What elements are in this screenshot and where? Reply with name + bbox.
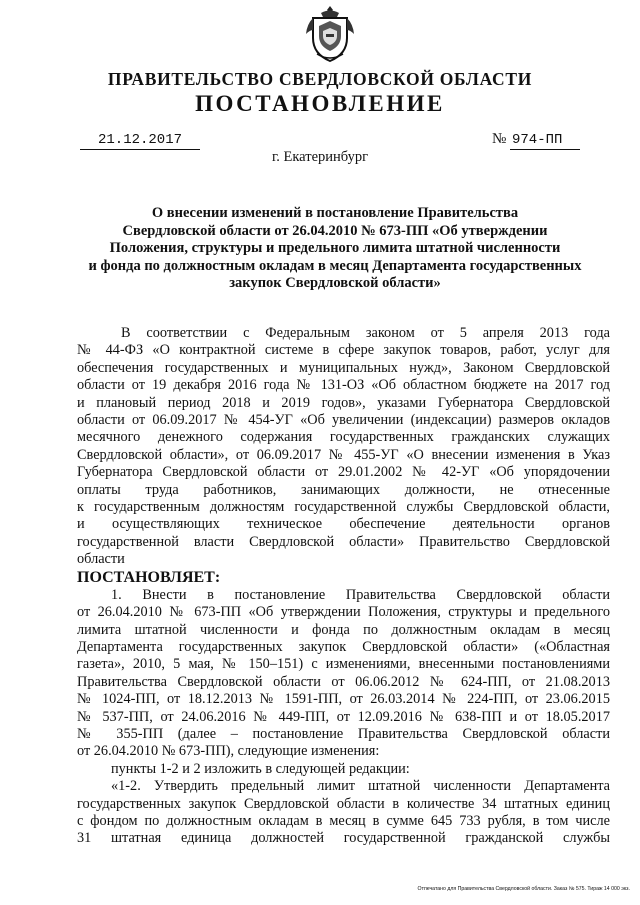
print-footer-note: Отпечатано для Правительства Свердловской области. Заказ № 575. Тираж 14 000 экз. xyxy=(417,886,630,892)
body-line: государственной власти Свердловской области» Правительство Свердловской xyxy=(77,533,610,550)
body-line: от 26.04.2010 № 673-ПП), следующие изменения: xyxy=(77,743,380,760)
body-line: газета», 2010, 5 мая, № 150–151) с изменениями, внесенными постановлениями xyxy=(77,656,610,673)
body-line: от 26.04.2010 № 673-ПП «Об утверждении Положения, структуры и предельного xyxy=(77,604,610,621)
body-line: «1-2. Утвердить предельный лимит штатной численности Департамента xyxy=(111,778,610,795)
body-line: лимита штатной численности и фонда по должностным окладам в месяц xyxy=(77,621,610,638)
body-line: Правительства Свердловской области от 06.06.2012 № 624-ПП, от 21.08.2013 xyxy=(77,673,610,690)
document-title xyxy=(70,205,600,293)
body-line: Губернатора Свердловской области от 29.01.2002 № 42-УГ «Об упорядочении xyxy=(77,464,610,481)
coat-of-arms-emblem xyxy=(305,4,355,64)
body-line: месячного денежного содержания государственных гражданских служащих xyxy=(77,429,610,446)
city: г. Екатеринбург xyxy=(271,149,369,165)
body-line: В соответствии с Федеральным законом от 5 апреля 2013 года xyxy=(121,325,610,341)
body-line: с фондом по должностным окладам в месяц в сумме 645 733 рубля, в том числе xyxy=(77,812,610,829)
title-line: и фонда по должностным окладам в месяц Департамента государственных xyxy=(88,257,582,274)
resolves-heading: ПОСТАНОВЛЯЕТ: xyxy=(77,568,221,586)
body-line: 31 штатная единица должностей государственной гражданской службы xyxy=(77,830,610,847)
document-body xyxy=(77,325,610,848)
body-line: № 537-ПП, от 24.06.2016 № 449-ПП, от 12.09.2016 № 638-ПП и от 18.05.2017 xyxy=(77,708,610,725)
body-line: и осуществляющих техническое обеспечение деятельности органов xyxy=(77,516,610,533)
body-line: области от 06.09.2017 № 454-УГ «Об увеличении (индексации) размеров окладов xyxy=(77,412,610,429)
body-line: к государственным должностям государственной службы Свердловской области, xyxy=(77,499,610,516)
document-date: 21.12.2017 xyxy=(97,132,182,148)
body-line: оплаты труда работников, занимающих должности, не отнесенные xyxy=(77,481,610,498)
body-line: Департамента государственных закупок Свердловской области» («Областная xyxy=(77,638,610,655)
title-line: Положения, структуры и предельного лимита штатной численности xyxy=(109,240,561,256)
title-line: О внесении изменений в постановление Правительства xyxy=(151,205,519,221)
number-label: № xyxy=(492,131,507,147)
body-line: № 44-ФЗ «О контрактной системе в сфере закупок товаров, работ, услуг для xyxy=(77,342,610,359)
body-line: и плановый период 2018 и 2019 годов», указами Губернатора Свердловской xyxy=(77,394,610,411)
body-line: области xyxy=(77,551,125,568)
body-line: государственных закупок Свердловской области в количестве 34 штатных единиц xyxy=(77,795,610,812)
body-line: области от 19 декабря 2016 года № 131-ОЗ «Об областном бюджете на 2017 год xyxy=(77,377,610,394)
title-line: закупок Свердловской области» xyxy=(229,275,441,291)
body-line: обеспечения государственных и муниципальных нужд», Законом Свердловской xyxy=(77,359,610,376)
document-number: 974-ПП xyxy=(512,132,563,148)
title-line: Свердловской области от 26.04.2010 № 673-ПП «Об утверждении xyxy=(122,222,548,239)
body-line: пункты 1-2 и 2 изложить в следующей редакции: xyxy=(111,760,410,777)
document-type: ПОСТАНОВЛЕНИЕ xyxy=(195,91,445,116)
body-line: 1. Внести в постановление Правительства Свердловской области xyxy=(111,586,610,603)
organization-name: ПРАВИТЕЛЬСТВО СВЕРДЛОВСКОЙ ОБЛАСТИ xyxy=(107,69,533,89)
body-line: № 355-ПП (далее – постановление Правительства Свердловской области xyxy=(77,725,610,742)
body-line: № 1024-ПП, от 18.12.2013 № 1591-ПП, от 26.03.2014 № 224-ПП, от 23.06.2015 xyxy=(77,691,610,708)
body-line: Свердловской области», от 06.09.2017 № 455-УГ «О внесении изменения в Указ xyxy=(77,446,610,463)
